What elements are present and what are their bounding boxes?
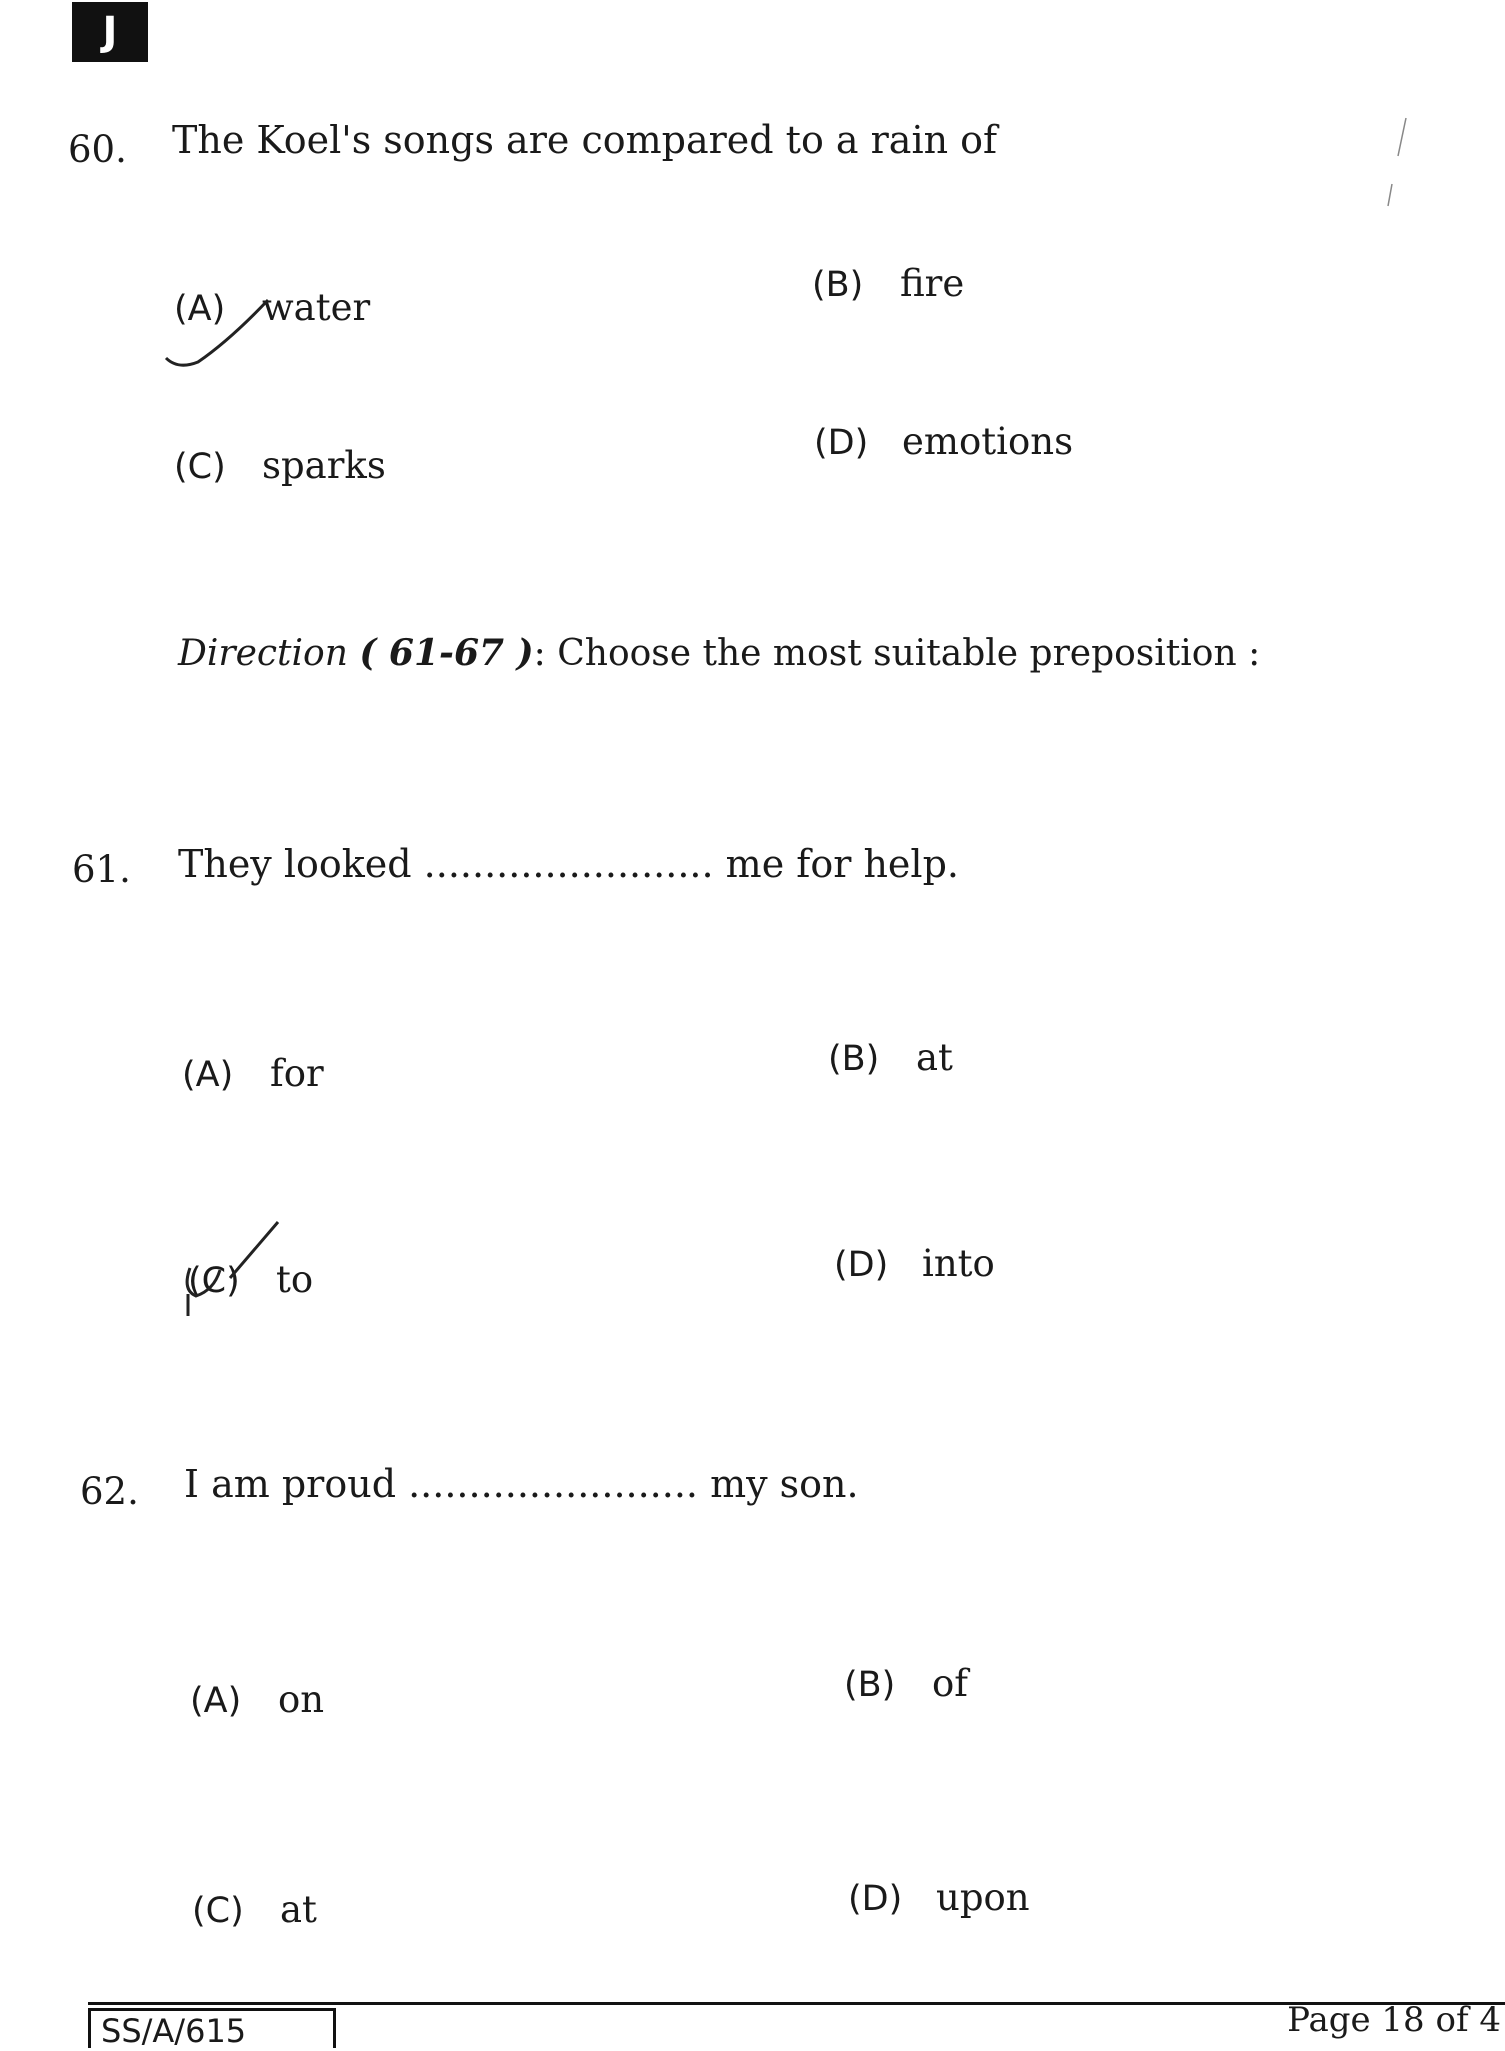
- direction-text: : Choose the most suitable preposition :: [533, 633, 1261, 674]
- option-letter: (B): [844, 1665, 896, 1705]
- paper-code: SS/A/615: [88, 2008, 336, 2048]
- option-text: at: [280, 1888, 317, 1931]
- option-text: sparks: [262, 444, 386, 487]
- question-60-text: The Koel's songs are compared to a rain of: [172, 118, 998, 162]
- option-text: into: [922, 1242, 995, 1285]
- option-text: on: [278, 1678, 325, 1721]
- option-letter: (D): [834, 1245, 889, 1285]
- option-text: of: [932, 1662, 968, 1705]
- option-text: water: [262, 286, 371, 329]
- question-60-number: 60.: [68, 128, 127, 171]
- option-letter: (C): [188, 1261, 240, 1301]
- option-letter: (C): [192, 1891, 244, 1931]
- tick-mark-q60: [166, 300, 268, 365]
- option-letter: (D): [848, 1879, 903, 1919]
- tick-mark-q61: [187, 1222, 278, 1316]
- question-61-number: 61.: [72, 848, 131, 891]
- direction-range: ( 61-67 ): [359, 632, 534, 674]
- option-letter: (B): [812, 265, 864, 305]
- option-text: upon: [936, 1876, 1030, 1919]
- option-letter: (B): [828, 1039, 880, 1079]
- option-text: emotions: [902, 420, 1074, 463]
- option-letter: (A): [174, 289, 226, 329]
- option-letter: (C): [174, 447, 226, 487]
- option-letter: (D): [814, 423, 869, 463]
- option-text: at: [916, 1036, 953, 1079]
- set-code-badge: J: [72, 2, 148, 62]
- direction-label: Direction: [178, 633, 348, 674]
- option-text: to: [276, 1258, 314, 1301]
- option-text: fire: [900, 262, 965, 305]
- question-62-text: I am proud ........................ my son.: [184, 1462, 859, 1506]
- pencil-stroke-margin: [1388, 118, 1406, 206]
- question-61-text: They looked ........................ me for help.: [178, 842, 959, 886]
- option-letter: (A): [190, 1681, 242, 1721]
- option-letter: (A): [182, 1055, 234, 1095]
- option-text: for: [270, 1052, 324, 1095]
- page-number: Page 18 of 4: [1287, 2000, 1501, 2040]
- question-62-number: 62.: [80, 1470, 139, 1513]
